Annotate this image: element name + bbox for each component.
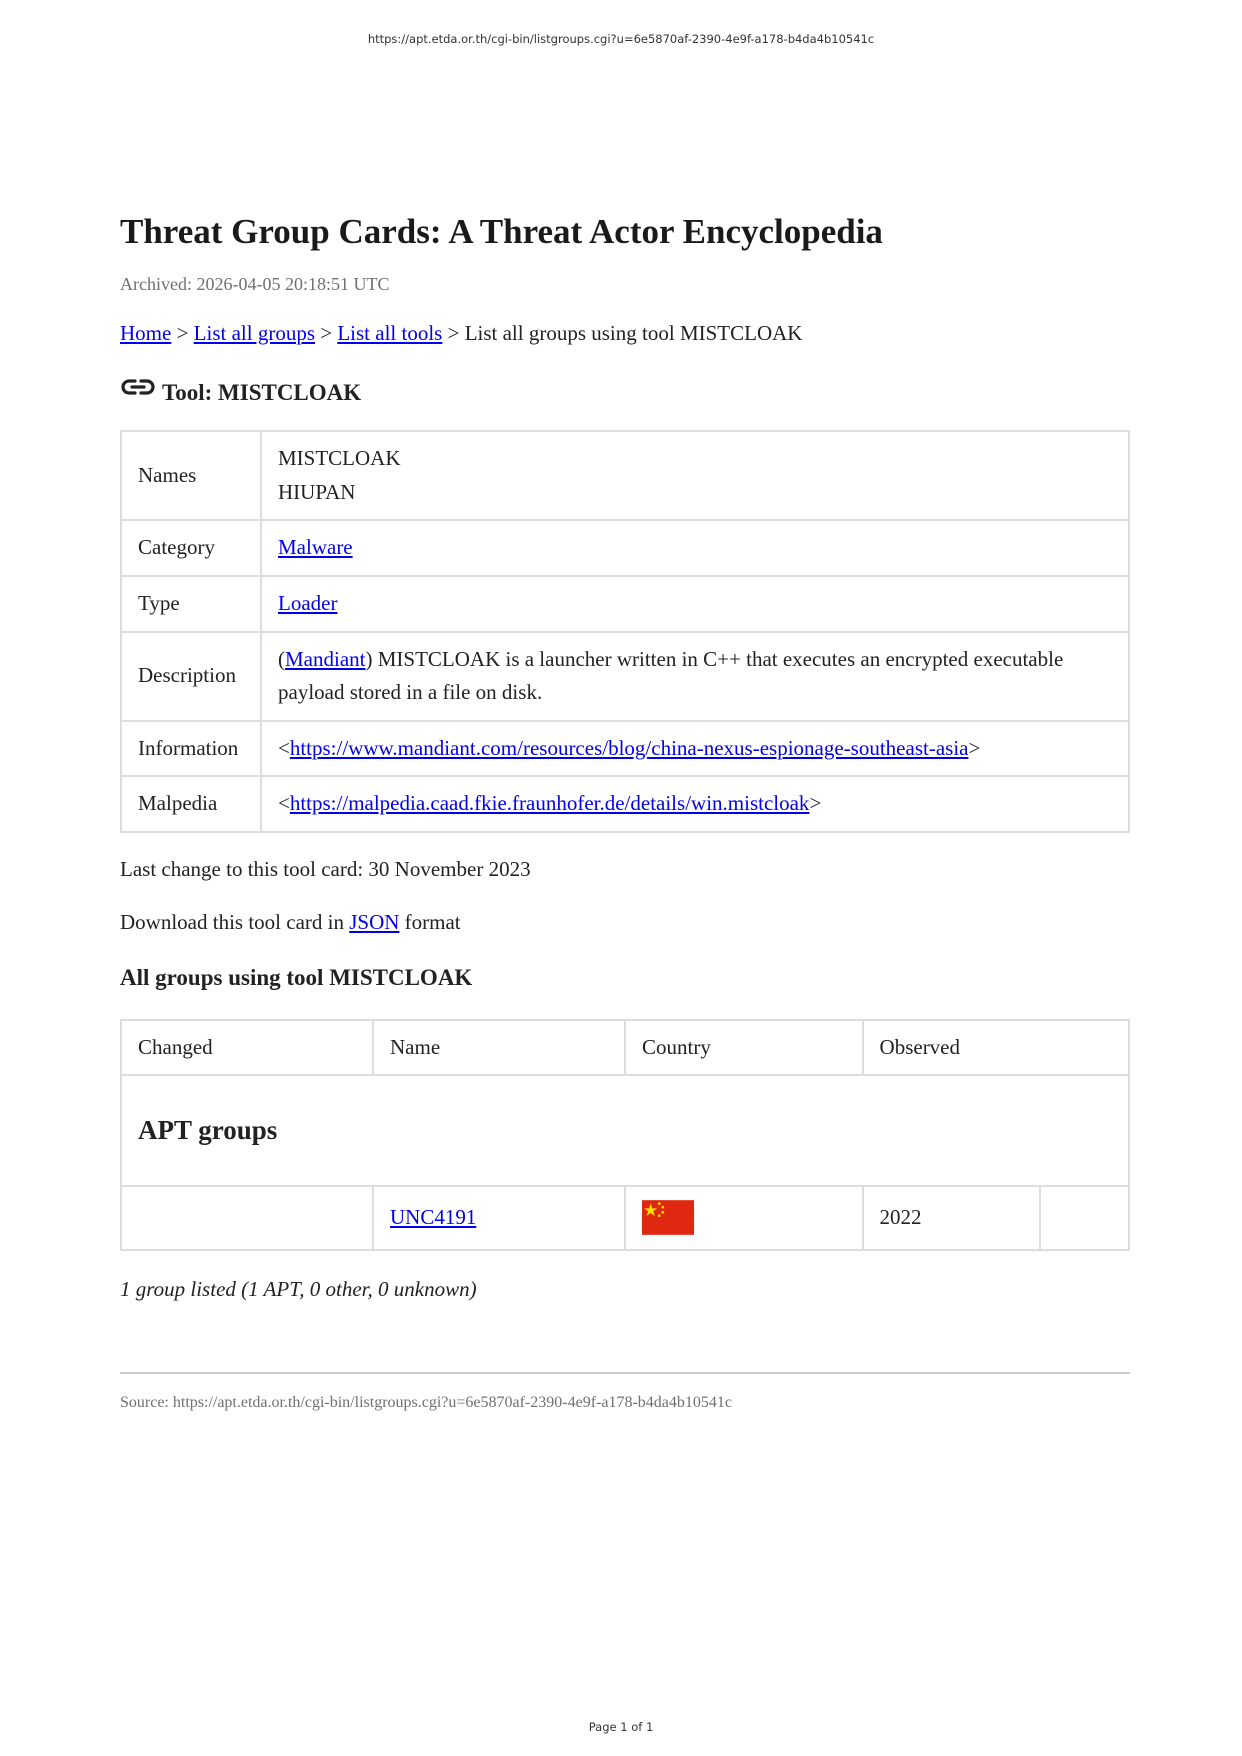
column-header-changed: Changed [121,1020,373,1075]
link-icon [120,372,156,402]
name-cell [373,1186,625,1250]
category-value [261,520,1129,576]
breadcrumb [120,319,1130,348]
country-cell [625,1186,863,1250]
category-label: Category [121,520,261,576]
groups-heading: All groups using tool MISTCLOAK [120,964,473,990]
breadcrumb-separator: > [171,320,194,345]
observed-cell: 2022 [863,1186,1041,1250]
json-download-link[interactable]: JSON [349,909,400,934]
breadcrumb-home-link[interactable]: Home [120,320,172,345]
section-title-apt-groups: APT groups [121,1075,1129,1186]
names-value [261,431,1129,520]
page-content [120,210,1130,1412]
source-url: Source: https://apt.etda.or.th/cgi-bin/listgroups.cgi?u=6e5870af-2390-4e9f-a178-b4da4b10541c [120,1393,732,1411]
tool-info-table [120,430,1130,833]
type-value [261,576,1129,632]
malpedia-label: Malpedia [121,776,261,832]
names-label: Names [121,431,261,520]
category-link[interactable]: Malware [278,535,353,560]
page-number: Page 1 of 1 [588,1720,654,1734]
description-source-link[interactable]: Mandiant [285,646,366,671]
divider [120,1372,1130,1374]
breadcrumb-tools-link[interactable]: List all tools [337,320,443,345]
section-row [121,1075,1129,1186]
description-row [121,632,1129,721]
download-prefix: Download this tool card in [120,909,350,934]
information-value [261,721,1129,777]
malpedia-row [121,776,1129,832]
download-suffix: format [399,909,461,934]
description-open-paren: ( [278,646,285,671]
angle-close: > [809,791,822,816]
changed-cell [121,1186,373,1250]
breadcrumb-groups-link[interactable]: List all groups [193,320,315,345]
groups-header-row [121,1020,1129,1075]
category-row [121,520,1129,576]
information-row [121,721,1129,777]
download-line [120,910,1130,935]
breadcrumb-current: List all groups using tool MISTCLOAK [464,320,803,345]
angle-open: < [278,735,290,760]
malpedia-value [261,776,1129,832]
column-header-country: Country [625,1020,863,1075]
type-row [121,576,1129,632]
print-header-url: https://apt.etda.or.th/cgi-bin/listgroups.cgi?u=6e5870af-2390-4e9f-a178-b4da4b10541c [367,32,875,46]
description-label: Description [121,632,261,721]
tool-heading [120,376,1130,406]
group-link[interactable]: UNC4191 [390,1205,477,1230]
information-link[interactable]: https://www.mandiant.com/resources/blog/china-nexus-espionage-southeast-asia [289,735,969,760]
malpedia-link[interactable]: https://malpedia.caad.fkie.fraunhofer.de/details/win.mistcloak [289,791,810,816]
archived-timestamp: Archived: 2026-04-05 20:18:51 UTC [120,273,390,294]
breadcrumb-separator: > [315,320,338,345]
type-label: Type [121,576,261,632]
column-header-name: Name [373,1020,625,1075]
china-flag-icon [642,1200,694,1235]
extra-cell [1040,1186,1129,1250]
angle-close: > [968,735,981,760]
information-label: Information [121,721,261,777]
angle-open: < [278,791,290,816]
names-row [121,431,1129,520]
breadcrumb-separator: > [442,320,465,345]
description-value [261,632,1129,721]
tool-name: HIUPAN [278,479,356,504]
tool-name: MISTCLOAK [278,446,401,471]
tool-heading-text: Tool: MISTCLOAK [162,380,362,406]
column-header-observed: Observed [863,1020,1129,1075]
page-title: Threat Group Cards: A Threat Actor Encyclopedia [120,212,883,251]
type-link[interactable]: Loader [278,590,338,615]
table-row [121,1186,1129,1250]
description-text: ) MISTCLOAK is a launcher written in C++ that executes an encrypted executable payload stored in a file on disk. [278,646,1064,705]
groups-summary: 1 group listed (1 APT, 0 other, 0 unknown) [120,1276,477,1301]
groups-table [120,1019,1130,1251]
last-change-text: Last change to this tool card: 30 November 2023 [120,856,531,881]
